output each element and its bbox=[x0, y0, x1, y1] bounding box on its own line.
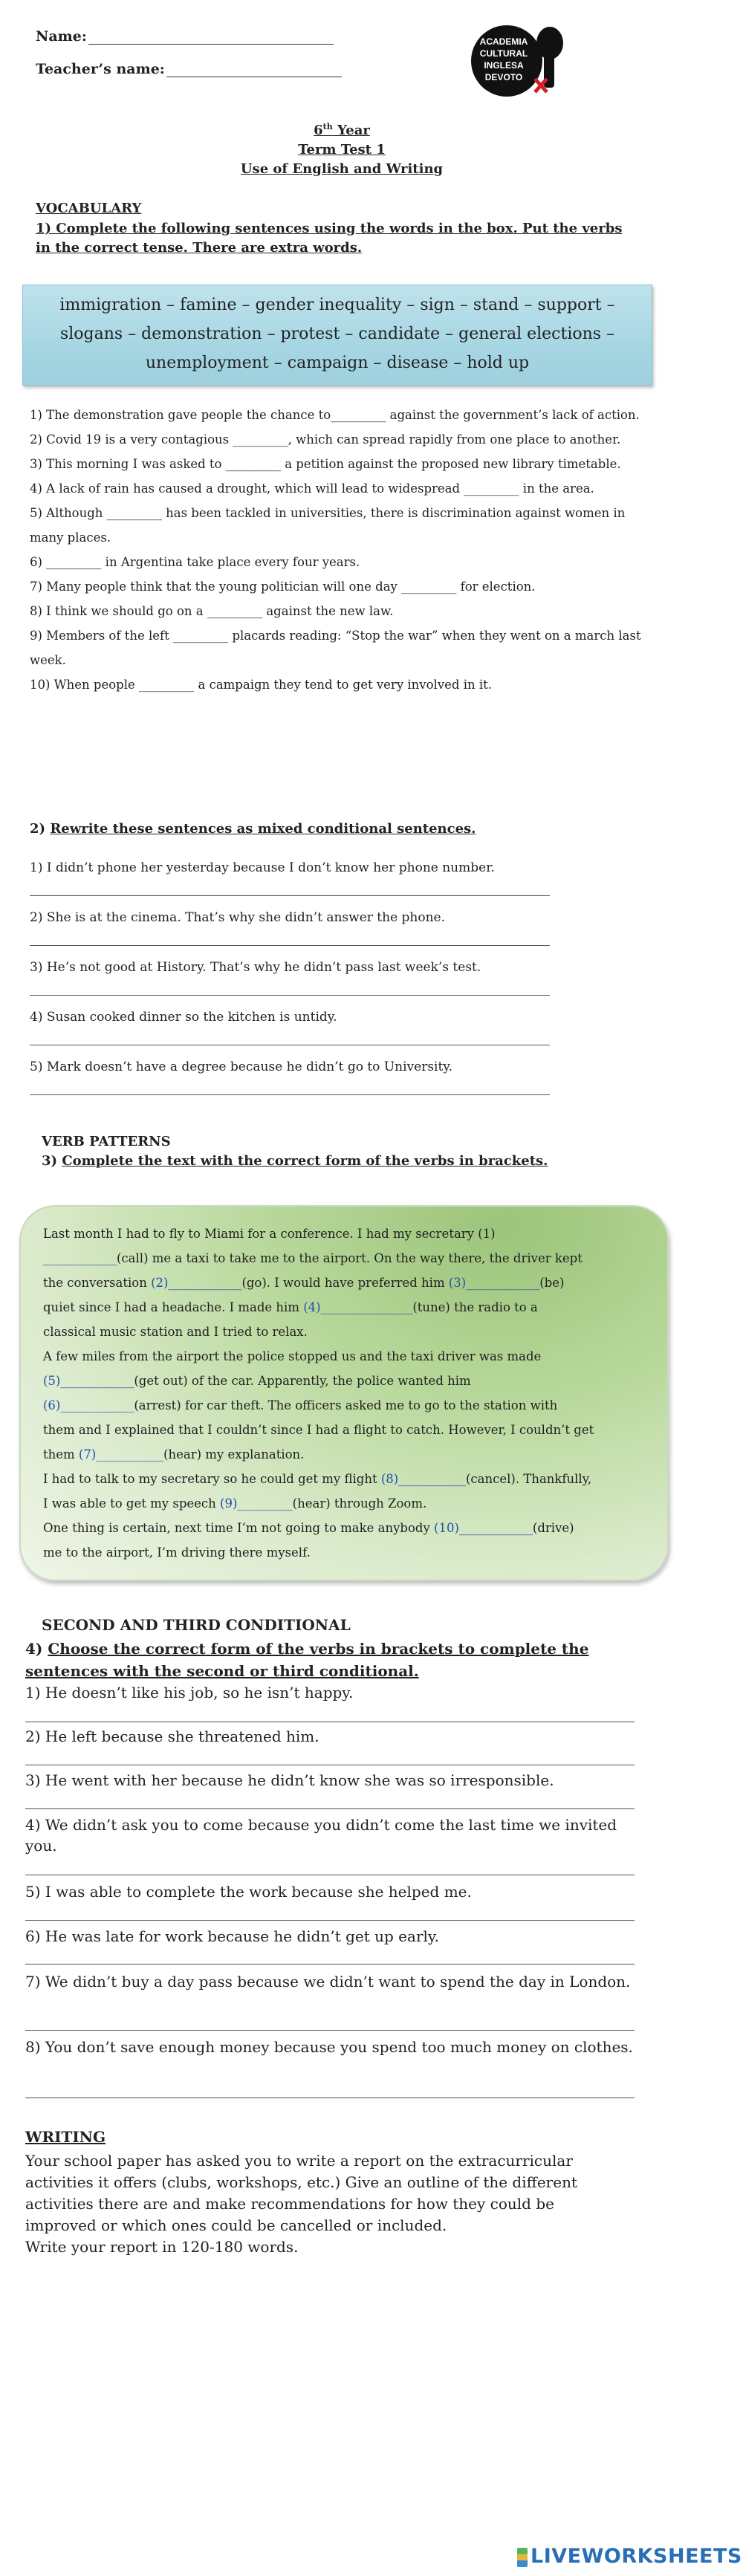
mixed-item bbox=[30, 960, 565, 996]
name-field[interactable] bbox=[36, 28, 334, 45]
liveworksheets-logo: LIVEWORKSHEETS bbox=[517, 2545, 742, 2568]
academy-logo bbox=[462, 16, 574, 98]
name-label: Name: bbox=[36, 28, 87, 45]
answer-line[interactable] bbox=[30, 944, 550, 946]
word-box-line: immigration – famine – gender inequality – sign – stand – support – bbox=[59, 296, 615, 314]
liveworksheets-icon bbox=[517, 2548, 528, 2567]
vocab-sentence[interactable]: 10) When people _________ a campaign they tend to get very involved in it. bbox=[30, 678, 493, 692]
vocab-sentence[interactable]: 4) A lack of rain has caused a drought, which will lead to widespread _________ in the area. bbox=[30, 481, 594, 496]
conditional-sentence: 6) He was late for work because he didn’t get up early. bbox=[25, 1927, 439, 1945]
vocabulary-sentences bbox=[30, 403, 654, 697]
conditional-sentence: 5) I was able to complete the work because she helped me. bbox=[25, 1883, 472, 1901]
answer-line[interactable] bbox=[30, 895, 550, 896]
logo-text-3: INGLESA bbox=[484, 60, 524, 71]
answer-line[interactable] bbox=[25, 1919, 635, 1921]
mixed-sentence: 2) She is at the cinema. That’s why she didn’t answer the phone. bbox=[30, 910, 446, 925]
mixed-sentence: 5) Mark doesn’t have a degree because he didn’t go to University. bbox=[30, 1060, 453, 1074]
verb-patterns-heading: VERB PATTERNS bbox=[42, 1134, 171, 1149]
mixed-sentence: 4) Susan cooked dinner so the kitchen is untidy. bbox=[30, 1010, 337, 1025]
answer-line[interactable] bbox=[25, 1721, 635, 1722]
answer-line[interactable] bbox=[30, 1044, 550, 1045]
answer-line[interactable] bbox=[30, 994, 550, 996]
writing-heading: WRITING bbox=[25, 2128, 106, 2146]
year-title: 6th Year bbox=[314, 122, 370, 138]
vocab-sentence[interactable]: 1) The demonstration gave people the chance to_________ against the government’s lack of action. bbox=[30, 408, 640, 422]
mixed-item bbox=[30, 910, 565, 946]
writing-task bbox=[25, 2150, 620, 2258]
conditional-sentence: 8) You don’t save enough money because you spend too much money on clothes. bbox=[25, 2038, 633, 2056]
vocab-sentence[interactable]: 2) Covid 19 is a very contagious _________, which can spread rapidly from one place to another. bbox=[30, 432, 621, 447]
vocabulary-heading: VOCABULARY bbox=[36, 201, 142, 216]
vocab-sentence[interactable]: 5) Although _________ has been tackled in universities, there is discrimination against women in many places. bbox=[30, 506, 626, 545]
conditional-sentence: 3) He went with her because he didn’t know she was so irresponsible. bbox=[25, 1771, 554, 1789]
answer-line[interactable] bbox=[25, 2097, 635, 2098]
term-title: Term Test 1 bbox=[298, 142, 386, 158]
word-box bbox=[22, 285, 652, 386]
word-box-line: unemployment – campaign – disease – hold up bbox=[145, 354, 530, 372]
teacher-name-field[interactable] bbox=[36, 61, 342, 77]
writing-word-count: Write your report in 120-180 words. bbox=[25, 2238, 299, 2256]
teacher-name-blank[interactable] bbox=[166, 63, 342, 77]
conditional-sentence: 7) We didn’t buy a day pass because we didn’t want to spend the day in London. bbox=[25, 1973, 631, 1991]
gap-6[interactable]: (6)____________ bbox=[43, 1398, 134, 1412]
mixed-item bbox=[30, 1060, 565, 1095]
logo-text-2: CULTURAL bbox=[479, 48, 528, 59]
vocab-sentence[interactable]: 7) Many people think that the young politician will one day _________ for election. bbox=[30, 580, 536, 594]
mixed-item bbox=[30, 1010, 565, 1045]
gap-10[interactable]: (10)____________ bbox=[434, 1521, 533, 1535]
gap-3[interactable]: (3)____________ bbox=[448, 1276, 540, 1290]
logo-text-4: DEVOTO bbox=[484, 72, 523, 82]
mixed-sentence: 3) He’s not good at History. That’s why he didn’t pass last week’s test. bbox=[30, 960, 481, 975]
conditional-sentence: 1) He doesn’t like his job, so he isn’t happy. bbox=[25, 1684, 354, 1701]
conditional-sentence: 2) He left because she threatened him. bbox=[25, 1727, 319, 1745]
mixed-sentence: 1) I didn’t phone her yesterday because I don’t know her phone number. bbox=[30, 860, 495, 875]
answer-line[interactable] bbox=[25, 2029, 635, 2031]
gap-2[interactable]: (2)____________ bbox=[151, 1276, 242, 1290]
second-third-heading: SECOND AND THIRD CONDITIONAL bbox=[42, 1616, 351, 1634]
name-blank[interactable] bbox=[88, 30, 334, 45]
gap-4[interactable]: (4)_______________ bbox=[303, 1300, 413, 1314]
gap-7[interactable]: (7)___________ bbox=[78, 1447, 164, 1461]
gap-5[interactable]: (5)____________ bbox=[43, 1374, 134, 1388]
answer-line[interactable] bbox=[25, 1808, 635, 1809]
verb-patterns-instruction: 3) Complete the text with the correct form of the verbs in brackets. bbox=[42, 1153, 548, 1169]
word-box-line: slogans – demonstration – protest – candidate – general elections – bbox=[59, 325, 615, 343]
vocabulary-instruction: 1) Complete the following sentences using the words in the box. Put the verbs in the correct tense. There are extra words. bbox=[36, 221, 623, 256]
vocab-sentence[interactable]: 3) This morning I was asked to _________ a petition against the proposed new library timetable. bbox=[30, 457, 621, 471]
answer-line[interactable] bbox=[25, 1764, 635, 1765]
second-third-instruction: 4) Choose the correct form of the verbs in brackets to complete the sentences with the second or third conditional. bbox=[25, 1640, 589, 1680]
gap-9[interactable]: (9)_________ bbox=[220, 1496, 293, 1511]
answer-line[interactable] bbox=[30, 1094, 550, 1095]
vocab-sentence[interactable]: 9) Members of the left _________ placards reading: “Stop the war” when they went on a march last week. bbox=[30, 629, 641, 667]
verb-patterns-text-box: Last month I had to fly to Miami for a conference. I had my secretary (1) ____________(call) me a taxi to take me to the airport. On the way there, the driver kept the conversation (2)____________(go). I would have preferred him (3)____________(be) quiet since I had a headache. I made him (4)_______________(tune) the radio to a classical music station and I tried to relax. A few miles from the airport the police stopped us and the taxi driver was made (5)____________(get out) of the car. Apparently, the police wanted him (6)____________(arrest) for car theft. The officers asked me to go to the station with them and I explained that I couldn’t since I had a flight to catch. However, I couldn’t get them (7)___________(hear) my explanation. I had to talk to my secretary so he could get my flight (8)___________(cancel). Thankfully, I was able to get my speech (9)_________(hear) through Zoom. One thing is certain, next time I’m not going to make anybody (10)____________(drive) me to the airport, I’m driving there myself. bbox=[19, 1205, 669, 1581]
vocab-sentence[interactable]: 8) I think we should go on a _________ against the new law. bbox=[30, 604, 394, 618]
subject-title: Use of English and Writing bbox=[240, 161, 444, 177]
gap-1[interactable]: ____________ bbox=[43, 1251, 117, 1265]
logo-text-1: ACADEMIA bbox=[479, 36, 528, 47]
answer-line[interactable] bbox=[25, 1874, 635, 1875]
teacher-name-label: Teacher’s name: bbox=[36, 61, 165, 77]
writing-prompt: Your school paper has asked you to write a report on the extracurricular activities it offers (clubs, workshops, etc.) Give an outline of the different activities there are and make recommendations for how they could be improved or which ones could be cancelled or included. bbox=[25, 2152, 577, 2234]
vocab-sentence[interactable]: 6) _________ in Argentina take place every four years. bbox=[30, 555, 360, 569]
mixed-conditionals-instruction: 2) Rewrite these sentences as mixed conditional sentences. bbox=[30, 821, 476, 837]
mixed-item bbox=[30, 860, 565, 896]
conditional-sentence: 4) We didn’t ask you to come because you didn’t come the last time we invited you. bbox=[25, 1816, 617, 1855]
gap-8[interactable]: (8)___________ bbox=[380, 1472, 466, 1486]
answer-line[interactable] bbox=[25, 1963, 635, 1965]
